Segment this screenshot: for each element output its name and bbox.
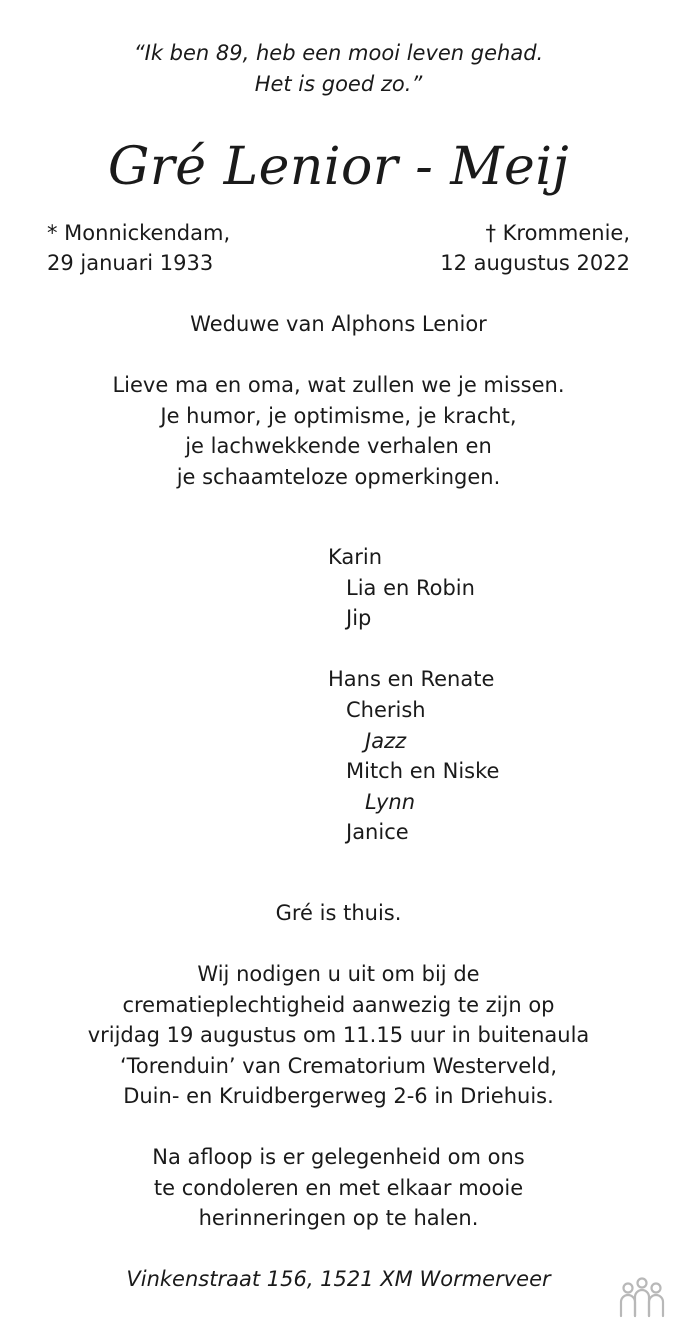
family-gap bbox=[328, 634, 499, 665]
family-child: Jip bbox=[346, 606, 372, 631]
family-list bbox=[328, 542, 499, 848]
deceased-name: Gré Lenior - Meij bbox=[107, 137, 570, 197]
condolence-line: Na afloop is er gelegenheid om ons bbox=[152, 1145, 525, 1169]
opening-quote bbox=[0, 38, 677, 100]
condolence-line: herinneringen op te halen. bbox=[198, 1206, 479, 1230]
invitation-line: Wij nodigen u uit om bij de bbox=[197, 962, 480, 986]
tribute-line: je schaamteloze opmerkingen. bbox=[176, 464, 501, 489]
tribute-line: Lieve ma en oma, wat zullen we je missen. bbox=[112, 373, 565, 397]
family-child: Mitch en Niske bbox=[346, 759, 500, 784]
family-head: Hans en Renate bbox=[328, 667, 495, 692]
family-child: Lia en Robin bbox=[346, 575, 475, 600]
death-date: 12 augustus 2022 bbox=[440, 251, 630, 275]
widow-line: Weduwe van Alphons Lenior bbox=[190, 312, 487, 336]
family-grandchild: Jazz bbox=[365, 728, 407, 753]
family-child: Janice bbox=[346, 820, 409, 845]
invitation-line: ‘Torenduin’ van Crematorium Westerveld, bbox=[119, 1053, 558, 1078]
birth-date: 29 januari 1933 bbox=[47, 251, 214, 275]
birth-place: * Monnickendam, bbox=[47, 221, 231, 245]
condolence-text bbox=[0, 1142, 677, 1234]
family-head: Karin bbox=[328, 545, 383, 569]
family-people-icon bbox=[618, 1276, 666, 1318]
invitation-text bbox=[0, 959, 677, 1112]
birth-info bbox=[47, 218, 230, 278]
tribute-line: je lachwekkende verhalen en bbox=[185, 434, 492, 458]
family-grandchild: Lynn bbox=[365, 789, 415, 814]
family-child: Cherish bbox=[346, 697, 426, 722]
death-place: † Krommenie, bbox=[485, 221, 630, 245]
quote-line-2: Het is goed zo.” bbox=[254, 72, 423, 96]
invitation-line: vrijdag 19 augustus om 11.15 uur in buitenaula bbox=[87, 1023, 590, 1047]
quote-line-1: “Ik ben 89, heb een mooi leven gehad. bbox=[133, 41, 544, 65]
condolence-line: te condoleren en met elkaar mooie bbox=[153, 1175, 524, 1200]
tribute-text bbox=[0, 370, 677, 492]
death-info bbox=[440, 218, 630, 278]
correspondence-address: Vinkenstraat 156, 1521 XM Wormerveer bbox=[126, 1267, 551, 1291]
invitation-line: Duin- en Kruidbergerweg 2-6 in Driehuis. bbox=[123, 1084, 554, 1108]
at-home-line: Gré is thuis. bbox=[275, 901, 402, 925]
invitation-line: crematieplechtigheid aanwezig te zijn op bbox=[122, 992, 555, 1017]
tribute-line: Je humor, je optimisme, je kracht, bbox=[160, 403, 517, 428]
